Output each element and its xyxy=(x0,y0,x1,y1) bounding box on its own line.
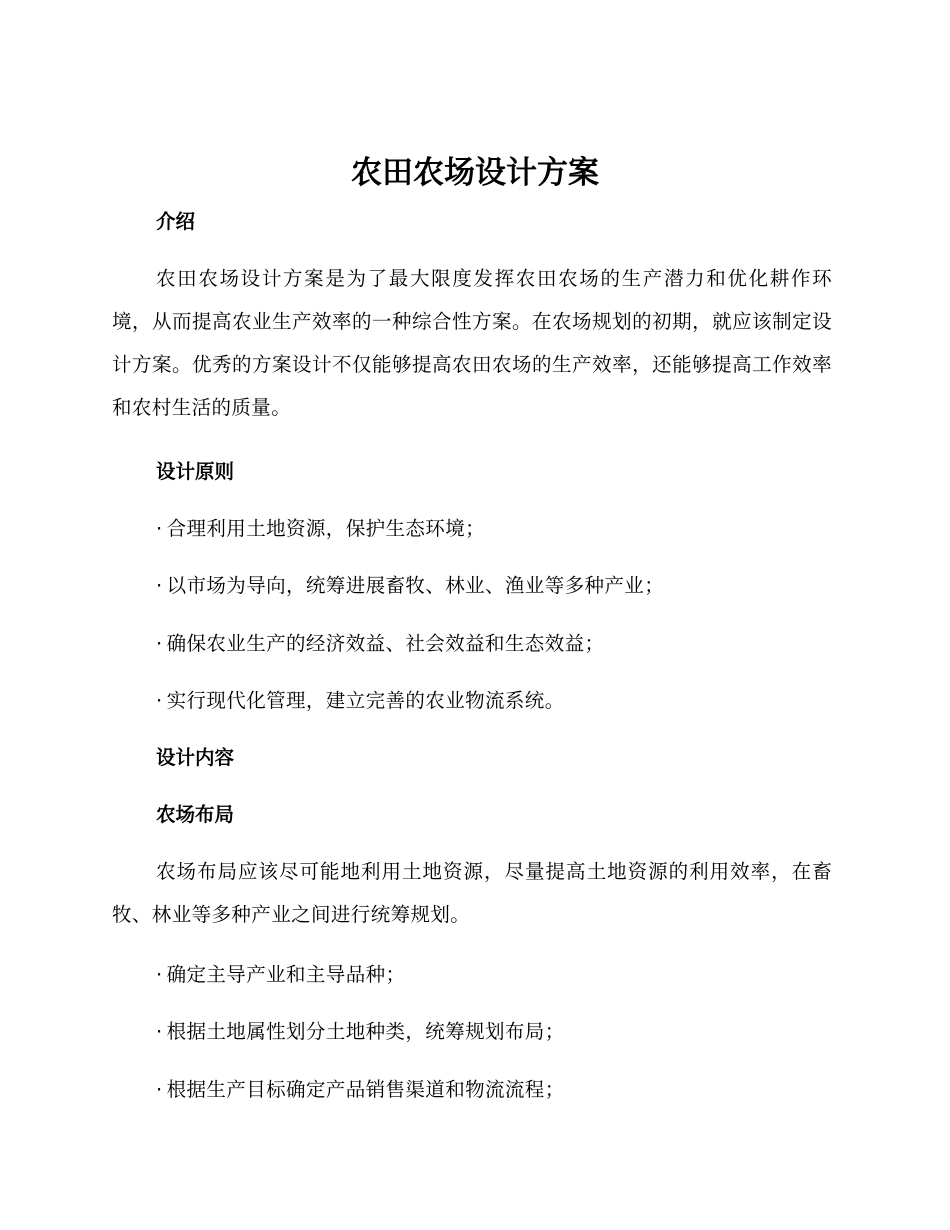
bullet-icon: · xyxy=(156,574,163,597)
bullet-icon: · xyxy=(156,689,163,712)
bullet-icon: · xyxy=(156,632,163,655)
list-item-text: 实行现代化管理，建立完善的农业物流系统。 xyxy=(166,689,565,712)
bullet-icon: · xyxy=(156,517,163,540)
layout-paragraph: 农场布局应该尽可能地利用土地资源，尽量提高土地资源的利用效率，在畜牧、林业等多种产业之间进行统筹规划。 xyxy=(112,860,832,926)
list-item xyxy=(156,1010,876,1053)
intro-paragraph: 农田农场设计方案是为了最大限度发挥农田农场的生产潜力和优化耕作环境，从而提高农业生产效率的一种综合性方案。在农场规划的初期，就应该制定设计方案。优秀的方案设计不仅能够提高农田农场的生产效率，还能够提高工作效率和农村生活的质量。 xyxy=(112,267,832,419)
list-item xyxy=(156,953,876,996)
bullet-icon: · xyxy=(156,963,163,986)
section-heading-content: 设计内容 xyxy=(156,746,235,769)
bullet-icon: · xyxy=(156,1078,163,1101)
list-item xyxy=(156,622,876,665)
list-item-text: 确保农业生产的经济效益、社会效益和生态效益； xyxy=(166,632,605,655)
document-title: 农田农场设计方案 xyxy=(351,155,599,191)
list-item-text: 根据生产目标确定产品销售渠道和物流流程； xyxy=(166,1078,565,1101)
list-item xyxy=(156,507,876,550)
list-item xyxy=(156,1068,876,1111)
section-heading-intro: 介绍 xyxy=(156,210,196,233)
list-item-text: 根据土地属性划分土地种类，统筹规划布局； xyxy=(166,1020,565,1043)
section-heading-layout: 农场布局 xyxy=(156,803,235,826)
section-heading-principles: 设计原则 xyxy=(156,460,235,483)
list-item-text: 确定主导产业和主导品种； xyxy=(166,963,406,986)
list-item xyxy=(156,679,876,722)
list-item xyxy=(156,564,876,607)
list-item-text: 以市场为导向，统筹进展畜牧、林业、渔业等多种产业； xyxy=(166,574,665,597)
bullet-icon: · xyxy=(156,1020,163,1043)
list-item-text: 合理利用土地资源，保护生态环境； xyxy=(166,517,486,540)
